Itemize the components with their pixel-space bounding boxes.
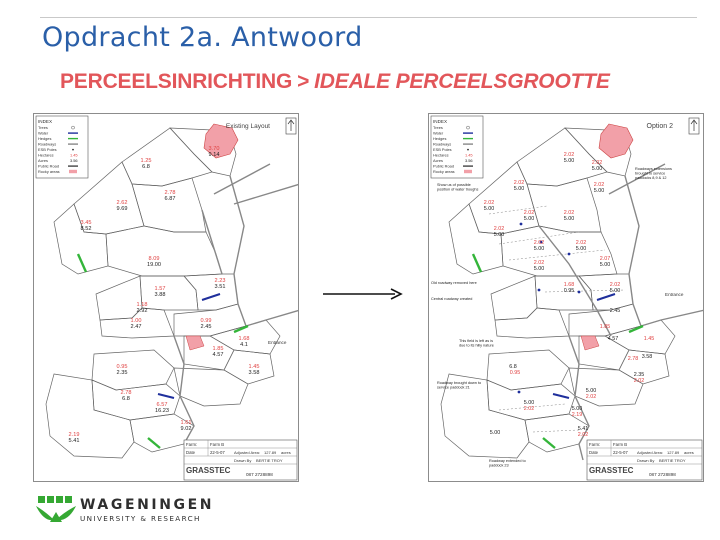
field-label-acres: 4.57 xyxy=(212,352,224,358)
subtitle-right: IDEALE PERCEELSGROOTTE xyxy=(314,70,610,93)
rocky-area-middle xyxy=(186,336,204,350)
subtitle-separator: > xyxy=(297,70,310,93)
field-label: 2.02 xyxy=(577,432,589,438)
footer-date-value: 22-5-07 xyxy=(613,450,628,455)
field-label-hectares: 2.62 xyxy=(116,200,128,206)
field-label-acres: 5.00 xyxy=(609,288,621,294)
field-label-acres: 4.1 xyxy=(240,342,248,348)
field-label: 6.8 xyxy=(509,364,517,370)
field-label-acres: 8.52 xyxy=(80,226,92,232)
legend-item: Acres xyxy=(433,158,443,163)
field-label-acres: 5.00 xyxy=(599,262,611,268)
field-label: 1.45 xyxy=(643,336,655,342)
field-label-acres: 5.41 xyxy=(68,438,80,444)
field-label-acres: 6.8 xyxy=(142,164,150,170)
field-labels xyxy=(69,146,260,444)
field-label-hectares: 2.07 xyxy=(599,256,611,262)
field-label: 2.78 xyxy=(627,356,639,362)
field-label-hectares: 2.02 xyxy=(533,260,545,266)
legend-item: Water xyxy=(38,130,49,136)
grasstec-brand: GRASSTEC xyxy=(589,466,634,475)
field-label: 5.00 xyxy=(523,400,535,406)
map-note: service paddock 21 xyxy=(437,385,470,390)
grasstec-brand: GRASSTEC xyxy=(186,466,231,475)
field-label-acres: 5.00 xyxy=(483,206,495,212)
field-label: 2.02 xyxy=(585,394,597,400)
field-label: 2.35 xyxy=(633,372,645,378)
legend-swatch xyxy=(467,149,469,151)
field-label-hectares: 0.99 xyxy=(200,318,212,324)
legend-item: Roadways xyxy=(433,141,452,147)
legend-box xyxy=(36,116,88,178)
roadways xyxy=(539,164,704,460)
field-label-hectares: 2.02 xyxy=(483,200,495,206)
field-label-acres: 2.35 xyxy=(116,370,128,376)
legend-item: Trees xyxy=(38,125,48,130)
legend-item: Water xyxy=(433,130,444,136)
option-2-drawing xyxy=(429,114,704,482)
logo-subline: UNIVERSITY & RESEARCH xyxy=(80,514,201,523)
footer-date-label: Date xyxy=(589,450,599,455)
footer-phone: 087 2728898 xyxy=(246,472,273,477)
legend-value: 1.45 xyxy=(465,152,473,158)
roadways xyxy=(174,164,299,444)
footer-date-value: 22-5-07 xyxy=(210,450,225,455)
legend-item: ESB Poles xyxy=(38,147,57,152)
footer-area-unit: acres xyxy=(281,450,291,455)
footer-drawn-value: BERTIE TROY xyxy=(659,458,686,463)
map-note: Central roadway created xyxy=(431,297,473,301)
legend-box xyxy=(431,116,483,178)
footer-drawn-label: Drawn By xyxy=(234,458,252,463)
map-heading: Existing Layout xyxy=(225,123,270,130)
rocky-area-middle xyxy=(581,336,599,350)
legend-item: Rocky areas xyxy=(38,169,60,174)
map-note: Show us of possible xyxy=(437,183,471,187)
field-label: 1.85 xyxy=(599,324,611,330)
field-label: 2.02 xyxy=(633,378,645,384)
map-note: due to its hilly nature xyxy=(459,343,494,348)
field-label-hectares: 0.95 xyxy=(116,364,128,370)
field-label-acres: 5.00 xyxy=(513,186,525,192)
field-label-hectares: 8.09 xyxy=(148,256,160,262)
field-label: 0.95 xyxy=(509,370,521,376)
field-label-hectares: 2.78 xyxy=(164,190,176,196)
footer-farm-value: Farm B xyxy=(613,442,628,447)
subtitle-left: PERCEELSINRICHTING xyxy=(60,70,293,93)
field-label-acres: 6.87 xyxy=(164,196,176,202)
field-label: 4.57 xyxy=(607,336,619,342)
legend-item: Roadways xyxy=(38,141,57,147)
legend-value: 1.45 xyxy=(70,152,78,158)
legend-item: Hedges xyxy=(433,136,447,141)
map-note: Roadway brought down to xyxy=(437,381,482,385)
north-arrow-icon xyxy=(286,118,296,134)
footer-date-label: Date xyxy=(186,450,196,455)
legend-item: Acres xyxy=(38,158,48,163)
footer-area-label: Adjusted Area: xyxy=(234,450,261,455)
field-label: 5.00 xyxy=(585,388,597,394)
field-label-hectares: 2.78 xyxy=(120,390,132,396)
map-note: Roadways extensions xyxy=(635,167,672,171)
field-label-acres: 9.02 xyxy=(180,426,192,432)
field-label: 2.19 xyxy=(571,412,583,418)
footer-farm-value: Farm B xyxy=(210,442,225,447)
field-label: 3.58 xyxy=(641,354,653,360)
legend-swatch xyxy=(72,149,74,151)
title-block xyxy=(587,440,702,480)
legend-item: Trees xyxy=(433,125,443,130)
field-label-hectares: 2.02 xyxy=(493,226,505,232)
legend-item: Hectares xyxy=(433,152,449,158)
field-label-hectares: 1.57 xyxy=(154,286,166,292)
field-label-hectares: 1.68 xyxy=(238,336,250,342)
footer-farm-label: Farm: xyxy=(186,442,198,447)
field-label: 5.00 xyxy=(489,430,501,436)
field-label-acres: 19.00 xyxy=(147,262,161,268)
field-label-hectares: 2.02 xyxy=(563,152,575,158)
map-note: position of water troughs xyxy=(437,187,479,192)
footer-drawn-value: BERTIE TROY xyxy=(256,458,283,463)
field-label: 5.41 xyxy=(577,426,589,432)
field-label: 2.02 xyxy=(523,406,535,412)
field-label-hectares: 2.02 xyxy=(533,240,545,246)
option-2-map xyxy=(428,113,704,482)
existing-layout-drawing xyxy=(34,114,299,482)
field-label-hectares: 2.02 xyxy=(609,282,621,288)
legend-swatch xyxy=(69,170,77,173)
footer-area-label: Adjusted Area: xyxy=(637,450,664,455)
field-label: 5.00 xyxy=(571,406,583,412)
map-notes xyxy=(431,167,672,468)
existing-layout-map xyxy=(33,113,299,482)
field-label-hectares: 1.25 xyxy=(140,158,152,164)
title-divider xyxy=(40,17,697,18)
north-arrow-icon xyxy=(689,118,699,134)
field-label-acres: 6.8 xyxy=(122,396,130,402)
field-label-hectares: 1.85 xyxy=(212,346,224,352)
legend-item: ESB Poles xyxy=(433,147,452,152)
legend-item: Rocky areas xyxy=(433,169,455,174)
field-label-acres: 9.14 xyxy=(208,152,220,158)
field-label-hectares: 3.70 xyxy=(208,146,220,152)
map-note: Old roadway removed here xyxy=(431,281,477,285)
field-label-hectares: 2.02 xyxy=(575,240,587,246)
field-labels xyxy=(484,152,655,438)
rocky-area-top xyxy=(599,124,633,158)
legend-item: Hedges xyxy=(38,136,52,141)
field-label-acres: 5.00 xyxy=(563,158,575,164)
field-label-acres: 9.69 xyxy=(116,206,128,212)
field-label-acres: 3.51 xyxy=(214,284,226,290)
field-label-hectares: 6.57 xyxy=(156,402,168,408)
map-note: brought to service xyxy=(635,171,666,176)
field-label-hectares: 2.02 xyxy=(513,180,525,186)
field-label-hectares: 2.02 xyxy=(563,210,575,216)
transition-arrow-icon xyxy=(323,287,403,301)
slide-subtitle xyxy=(60,70,610,94)
field-label-acres: 3.88 xyxy=(154,292,166,298)
legend-item: Public Road xyxy=(433,163,454,169)
legend-item: Public Road xyxy=(38,163,59,169)
legend-item: Hectares xyxy=(38,152,54,158)
field-label-hectares: 1.18 xyxy=(136,302,148,308)
legend-title: INDEX xyxy=(38,119,53,124)
map-note: paddock 23 xyxy=(489,463,509,468)
field-label-hectares: 2.02 xyxy=(523,210,535,216)
entrance-label: Entrance xyxy=(268,340,287,345)
footer-drawn-label: Drawn By xyxy=(637,458,655,463)
field-label-acres: 5.00 xyxy=(575,246,587,252)
field-label-hectares: 1.45 xyxy=(248,364,260,370)
field-label-acres: 5.00 xyxy=(533,246,545,252)
field-label-hectares: 2.02 xyxy=(593,182,605,188)
field-label-acres: 3.58 xyxy=(248,370,260,376)
field-label-acres: 0.95 xyxy=(563,288,575,294)
footer-area-value: 127.89 xyxy=(264,450,277,455)
field-label-acres: 16.23 xyxy=(155,408,169,414)
field-label-acres: 2.47 xyxy=(130,324,142,330)
footer-area-value: 127.89 xyxy=(667,450,680,455)
legend-value: 3.56 xyxy=(465,158,473,163)
map-note: Roadway extended to xyxy=(489,459,526,463)
legend-title: INDEX xyxy=(433,119,448,124)
slide-title: Opdracht 2a. Antwoord xyxy=(42,22,363,53)
field-label-acres: 5.00 xyxy=(493,232,505,238)
field-label-acres: 5.00 xyxy=(533,266,545,272)
logo-wordmark: WAGENINGEN xyxy=(80,497,215,513)
field-label-hectares: 2.19 xyxy=(68,432,80,438)
legend-swatch xyxy=(464,170,472,173)
field-label-acres: 2.92 xyxy=(136,308,148,314)
field-label-hectares: 1.00 xyxy=(130,318,142,324)
title-block xyxy=(184,440,297,480)
field-label-acres: 2.45 xyxy=(200,324,212,330)
legend-value: 3.56 xyxy=(70,158,78,163)
entrance-label: Entrance xyxy=(665,292,684,297)
field-label-hectares: 3.45 xyxy=(80,220,92,226)
field-label-hectares: 1.61 xyxy=(180,420,192,426)
field-label-hectares: 2.23 xyxy=(214,278,226,284)
field-label-acres: 5.00 xyxy=(523,216,535,222)
field-label-acres: 5.00 xyxy=(593,188,605,194)
map-heading: Option 2 xyxy=(646,123,673,130)
field-label-hectares: 1.68 xyxy=(563,282,575,288)
field-label: 2.45 xyxy=(609,308,621,314)
field-label-acres: 5.00 xyxy=(563,216,575,222)
footer-farm-label: Farm: xyxy=(589,442,601,447)
field-label-hectares: 2.02 xyxy=(591,160,603,166)
footer-area-unit: acres xyxy=(684,450,694,455)
map-note: This field is left as is xyxy=(459,339,493,343)
footer-phone: 087 2728898 xyxy=(649,472,676,477)
field-label-acres: 5.00 xyxy=(591,166,603,172)
map-note: paddocks 8,9 & 12 xyxy=(635,176,667,181)
